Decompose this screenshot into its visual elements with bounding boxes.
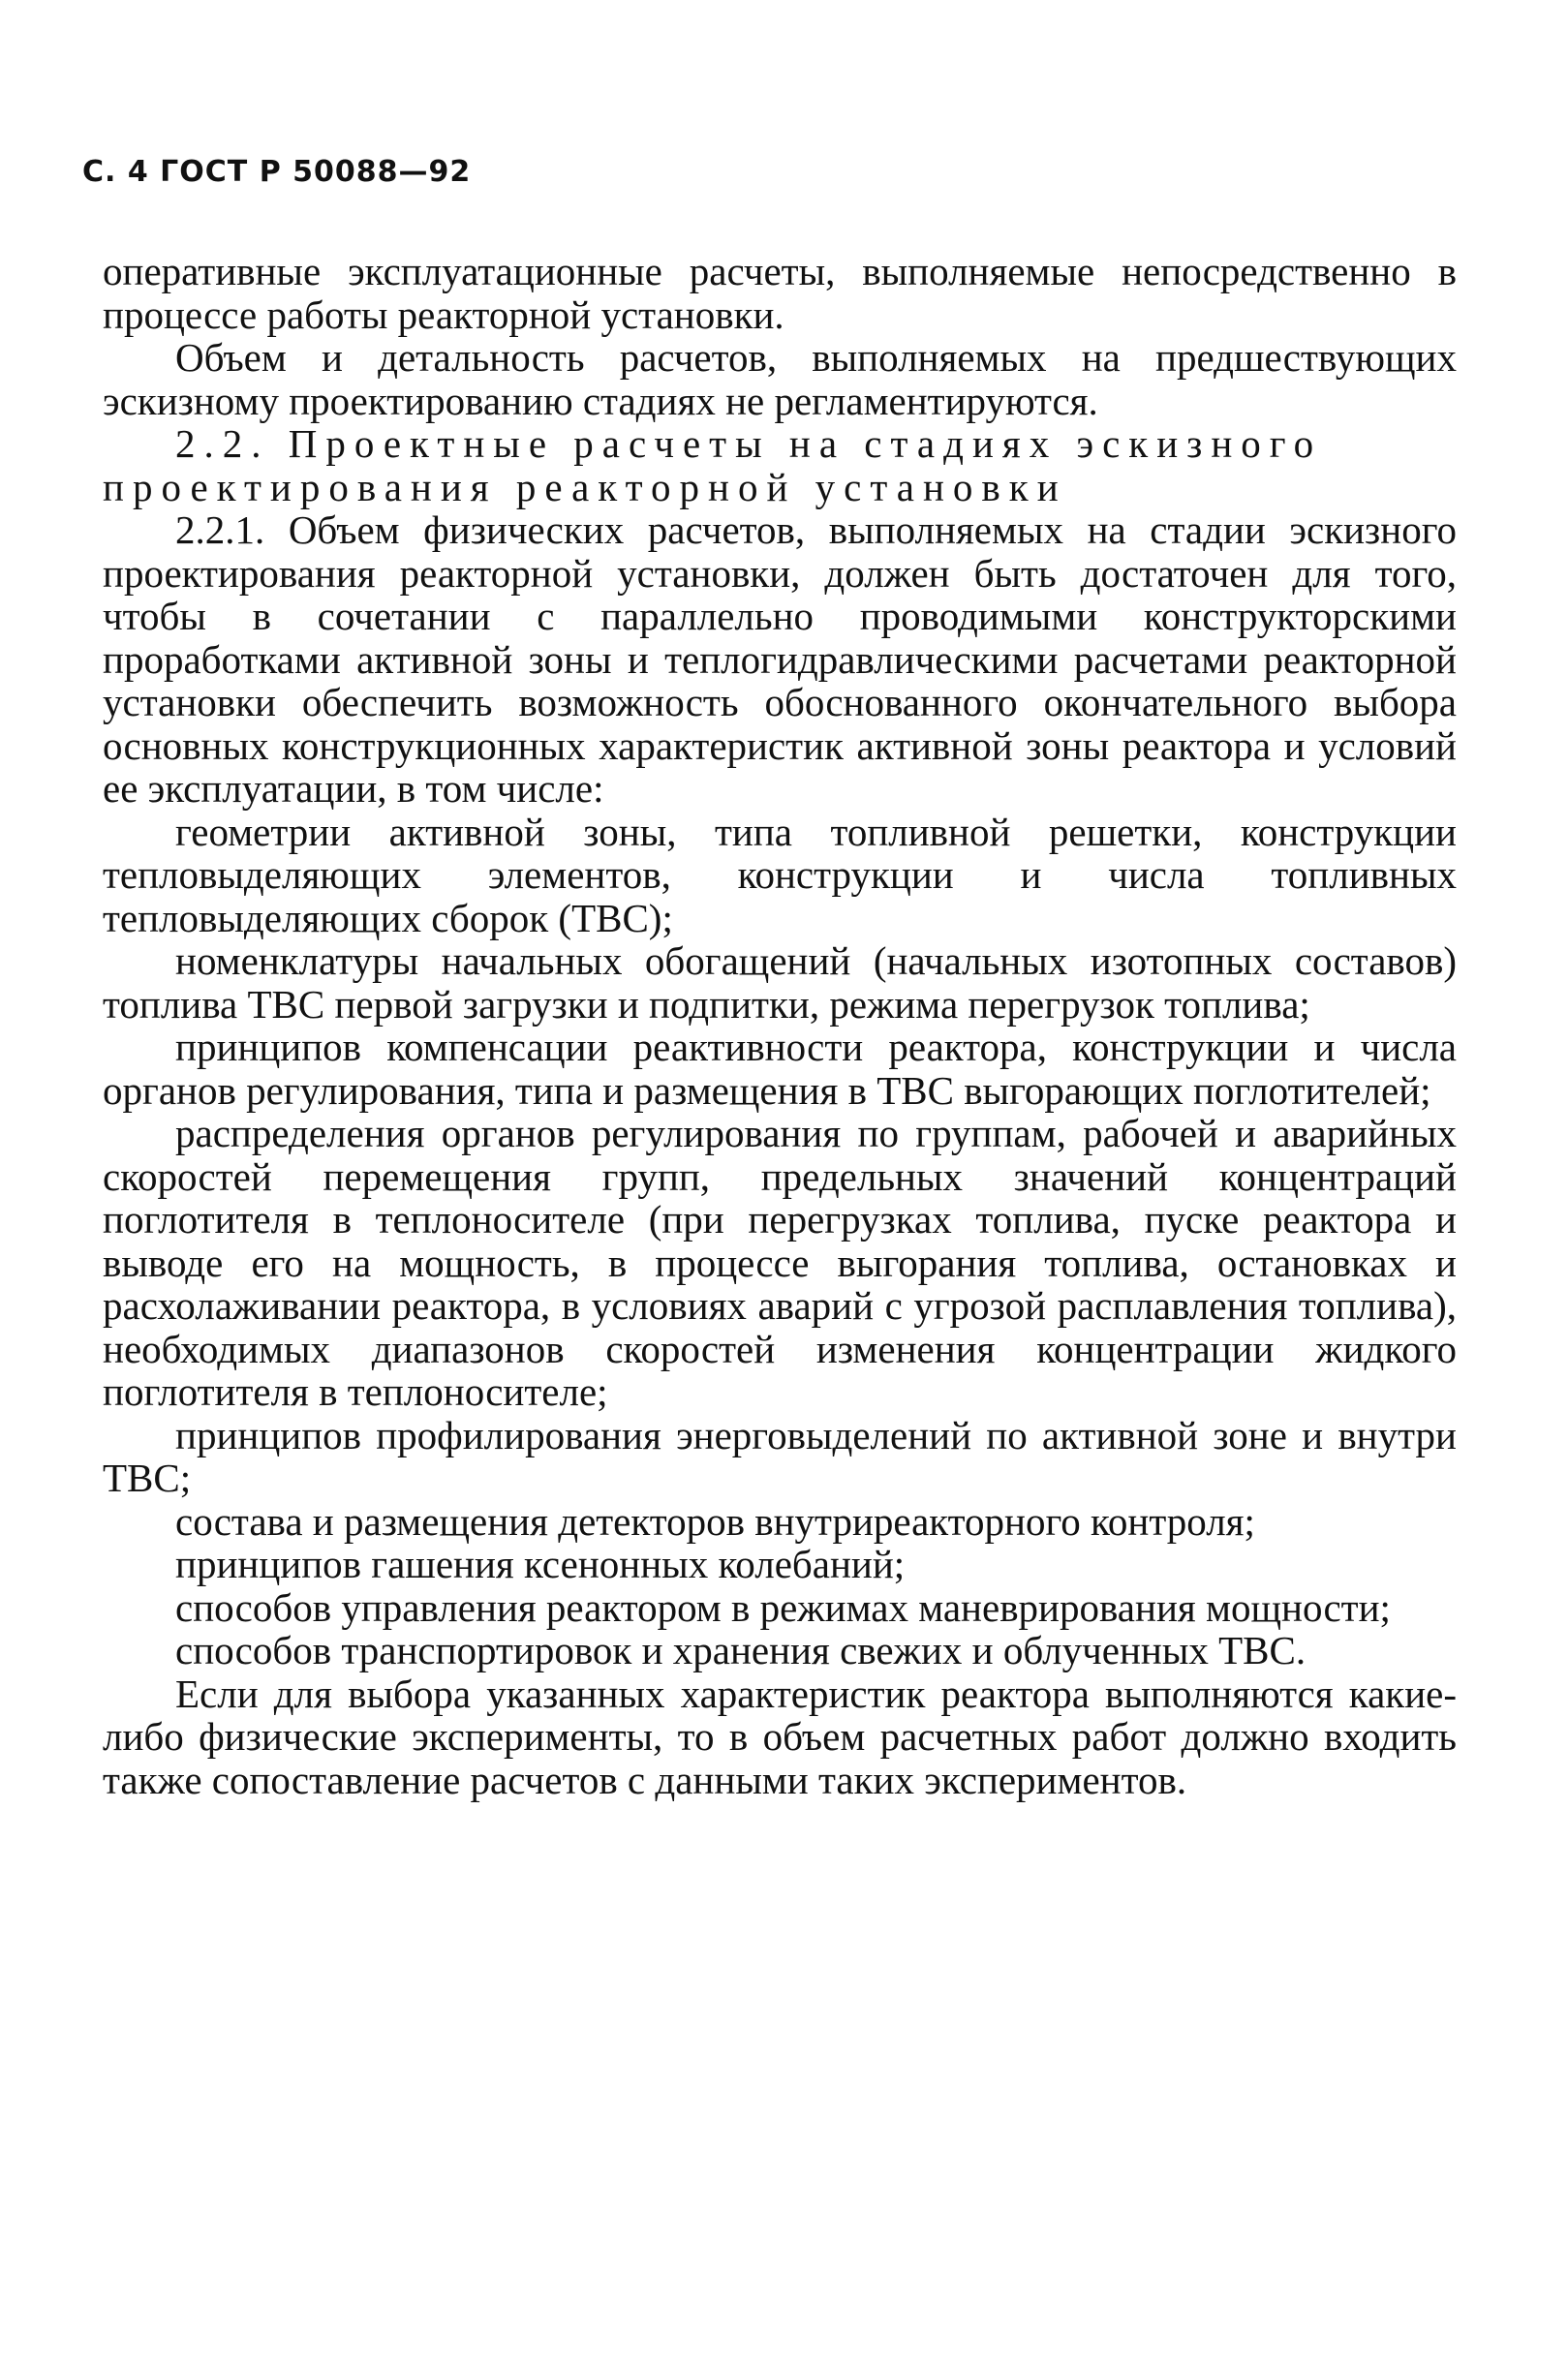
list-item: принципов профилирования энерговыделений по активной зоне и внутри ТВС; bbox=[103, 1412, 1457, 1500]
list-item: принципов компенсации реактивности реактора, конструкции и числа органов регулирования, типа и размещения в ТВС выгорающих поглотителей; bbox=[103, 1025, 1457, 1113]
list-item: состава и размещения детекторов внутриреакторного контроля; bbox=[175, 1498, 1255, 1544]
list-item: номенклатуры начальных обогащений (начальных изотопных составов) топлива ТВС первой загрузки и подпитки, режима перегрузок топлива; bbox=[103, 938, 1457, 1027]
paragraph-operational-calcs: оперативные эксплуатационные расчеты, выполняемые непосредственно в процессе работы реакторной установки. bbox=[103, 249, 1457, 337]
list-item: способов транспортировок и хранения свежих и облученных ТВС. bbox=[175, 1628, 1307, 1672]
paragraph-scope-not-regulated: Объем и детальность расчетов, выполняемых на предшествующих эскизному проектированию стадиях не регламентируются. bbox=[103, 335, 1457, 423]
page-header: С. 4 ГОСТ Р 50088—92 bbox=[82, 155, 472, 189]
paragraph-closing: Если для выбора указанных характеристик реактора выполняются какие-либо физические эксперименты, то в объем расчетных работ должно входить также сопоставление расчетов с данными таких экспериментов. bbox=[103, 1671, 1457, 1802]
paragraph-2-2-1: 2.2.1. Объем физических расчетов, выполняемых на стадии эскизного проектирования реакторной установки, должен быть достаточен для того, чтобы в сочетании с параллельно проводимыми конструкторскими проработками активной зоны и теплогидравлическими расчетами реакторной установки обеспечить возможность обоснованного окончательного выбора основных конструкционных характеристик активной зоны реактора и условий ее эксплуатации, в том числе: bbox=[103, 507, 1457, 811]
list-item: способов управления реактором в режимах маневрирования мощности; bbox=[175, 1584, 1391, 1630]
section-heading-2-2: 2.2. Проектные расчеты на стадиях эскизного проектирования реакторной установки bbox=[103, 421, 1323, 509]
list-item: геометрии активной зоны, типа топливной решетки, конструкции тепловыделяющих элементов, конструкции и числа топливных тепловыделяющих сборок (ТВС); bbox=[103, 809, 1457, 940]
list-item: принципов гашения ксенонных колебаний; bbox=[175, 1542, 906, 1586]
list-item: распределения органов регулирования по группам, рабочей и аварийных скоростей перемещения групп, предельных значений концентраций поглотителя в теплоносителе (при перегрузках топлива, пуске реактора и выводе его на мощность, в процессе выгорания топлива, остановках и расхолаживании реактора, в условиях аварий с угрозой расплавления топлива), необходимых диапазонов скоростей изменения концентрации жидкого поглотителя в теплоносителе; bbox=[103, 1111, 1457, 1414]
document-body bbox=[103, 250, 1457, 1801]
